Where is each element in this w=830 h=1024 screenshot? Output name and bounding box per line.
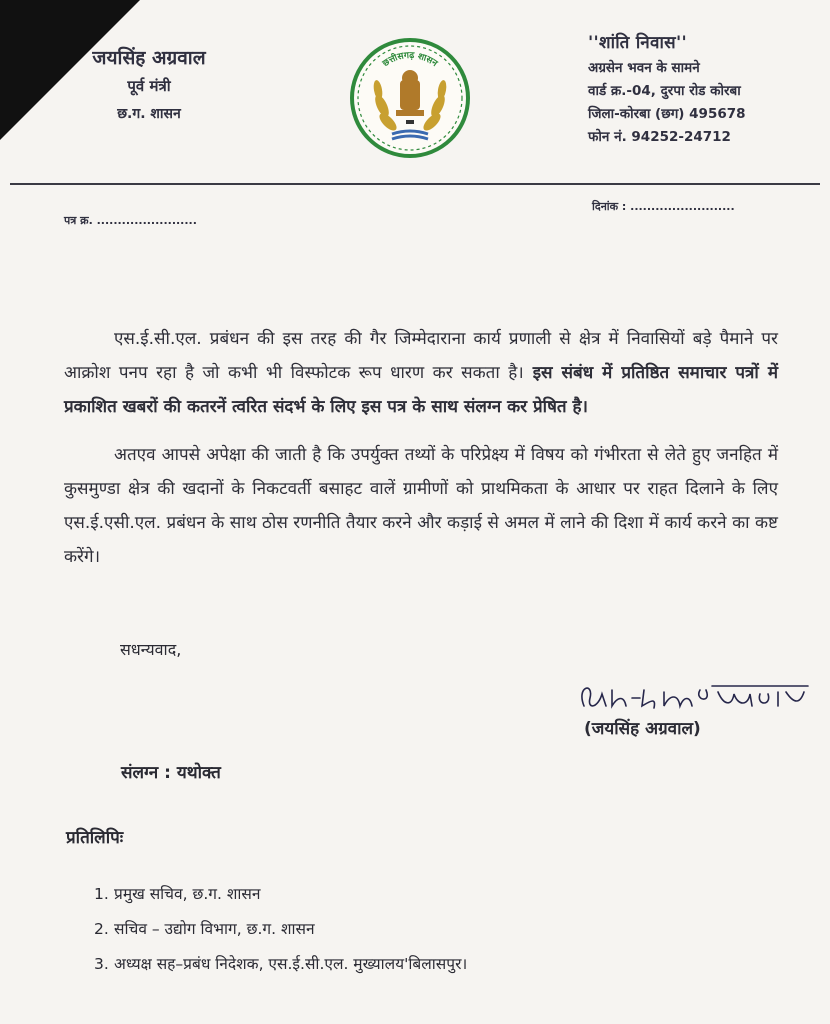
reference-number: पत्र क्र. ........................ xyxy=(64,214,197,227)
list-item: 2. सचिव – उद्योग विभाग, छ.ग. शासन xyxy=(94,920,315,938)
signatory-name: (जयसिंह अग्रवाल) xyxy=(584,719,701,739)
closing-salutation: सधन्यवाद, xyxy=(120,640,182,659)
letterhead-government: छ.ग. शासन xyxy=(117,106,181,122)
letterhead-title: पूर्व मंत्री xyxy=(127,77,171,95)
copies-heading: प्रतिलिपिः xyxy=(66,828,124,848)
paragraph-1 xyxy=(64,322,778,424)
address-line-3: जिला-कोरबा (छग) 495678 xyxy=(588,106,746,122)
address-line-2: वार्ड क्र.-04, दुरपा रोड कोरबा xyxy=(588,83,741,99)
list-item: 1. प्रमुख सचिव, छ.ग. शासन xyxy=(94,885,261,903)
list-item: 3. अध्यक्ष सह–प्रबंध निदेशक, एस.ई.सी.एल. मुख्यालय'बिलासपुर। xyxy=(94,955,468,973)
phone-number: फोन नं. 94252-24712 xyxy=(588,129,731,145)
date-field: दिनांक : ......................... xyxy=(592,200,735,213)
letterhead-left xyxy=(64,44,234,123)
address-line-1: अग्रसेन भवन के सामने xyxy=(588,60,700,76)
letterhead-name: जयसिंह अग्रवाल xyxy=(92,47,206,69)
copies-list xyxy=(94,882,467,987)
paragraph-2: अतएव आपसे अपेक्षा की जाती है कि उपर्युक्त तथ्यों के परिप्रेक्ष्य में विषय को गंभीरता से लेते हुए जनहित में कुसमुण्डा क्षेत्र की खदानों के निकटवर्ती बसाहट वालें ग्रामीणों को प्राथमिकता के आधार पर राहत दिलाने के लिए एस.ई.एसी.एल. प्रबंधन के साथ ठोस रणनीति तैयार करने और कड़ाई से अमल में लाने की दिशा में कार्य करने का कष्ट करेंगे। xyxy=(64,445,778,567)
header-divider xyxy=(10,183,820,185)
chhattisgarh-emblem-icon xyxy=(348,36,472,168)
enclosure-note: संलग्न : यथोक्त xyxy=(121,763,221,783)
house-name: ''शांति निवास'' xyxy=(588,33,687,53)
letter-body xyxy=(64,322,778,588)
paragraph-1-text: एस.ई.सी.एल. प्रबंधन की इस तरह की गैर जिम्मेदाराना कार्य प्रणाली से क्षेत्र में निवासियों बड़े पैमाने पर आक्रोश पनप रहा है जो कभी भी विस्फोटक रूप धारण कर सकता है। xyxy=(64,329,778,383)
letterhead-address xyxy=(588,30,823,145)
paragraph-1-bold-text: इस संबंध में प्रतिष्ठित समाचार पत्रों में प्रकाशित खबरों की कतरनें त्वरित संदर्भ के लिए इस पत्र के साथ संलग्न कर प्रेषित है। xyxy=(64,363,778,417)
emblem-text: छत्तीसगढ़ शासन xyxy=(381,50,440,70)
